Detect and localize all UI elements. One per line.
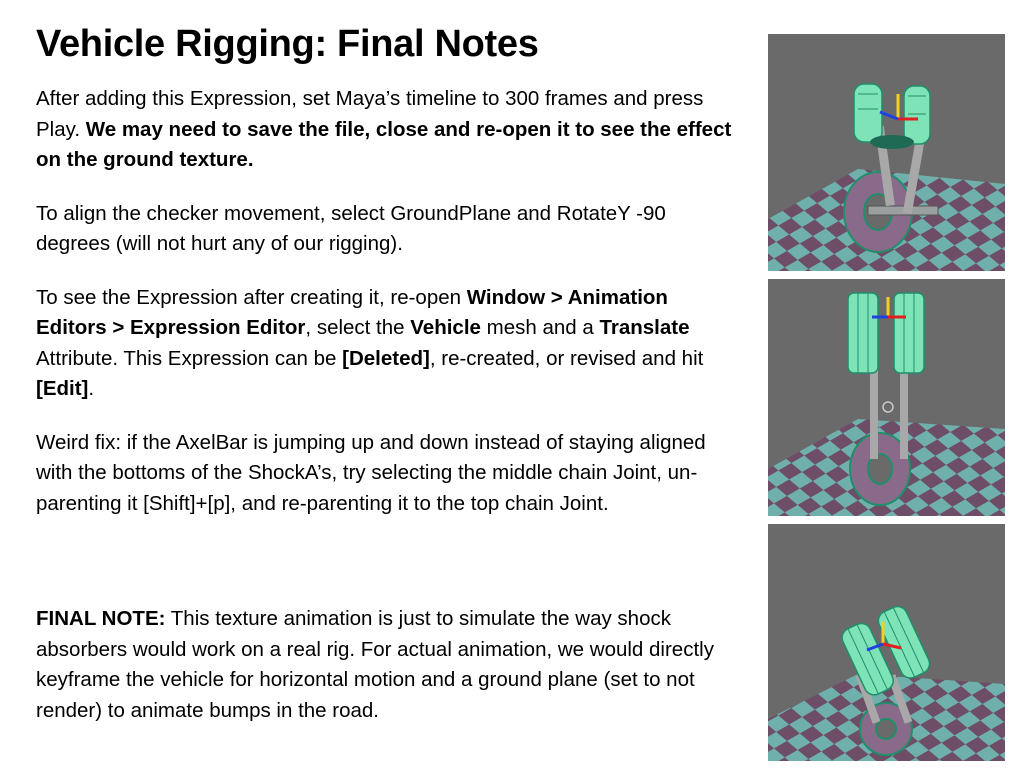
- axel-bar: [868, 206, 938, 215]
- shock-left: [854, 84, 882, 142]
- paragraph-timeline: After adding this Expression, set Maya’s timeline to 300 frames and press Play. We may need to save the file, close and re-open it to see the effect on the ground texture.: [36, 87, 732, 171]
- paragraph-final-note: FINAL NOTE: This texture animation is just to simulate the way shock absorbers would work on a real rig. For actual animation, we would directly keyframe the vehicle for horizontal motion and a ground plane (set to not render) to animate bumps in the road.: [36, 607, 714, 722]
- paragraph-weird-fix: Weird fix: if the AxelBar is jumping up and down instead of staying aligned with the bottoms of the ShockA’s, try selecting the middle chain Joint, un-parenting it [Shift]+[p], and re-parenting it to the top chain Joint.: [36, 430, 706, 515]
- viewport-screenshot-3: [768, 524, 1005, 761]
- viewport-screenshot-2: [768, 279, 1005, 516]
- screenshot-column: [768, 34, 1005, 769]
- shock-right: [894, 293, 924, 373]
- slide-body: [36, 84, 736, 749]
- viewport-screenshot-1: [768, 34, 1005, 271]
- paragraph-expression-editor: To see the Expression after creating it, re-open Window > Animation Editors > Expression Editor, select the Vehicle mesh and a Translate Attribute. This Expression can be [Deleted], re-created, or revised and hit [Edit].: [36, 285, 704, 400]
- slide-title: Vehicle Rigging: Final Notes: [36, 23, 539, 65]
- shock-right: [904, 86, 930, 144]
- paragraph-align-checker: To align the checker movement, select GroundPlane and RotateY -90 degrees (will not hurt any of our rigging).: [36, 201, 666, 255]
- shock-left: [848, 293, 878, 373]
